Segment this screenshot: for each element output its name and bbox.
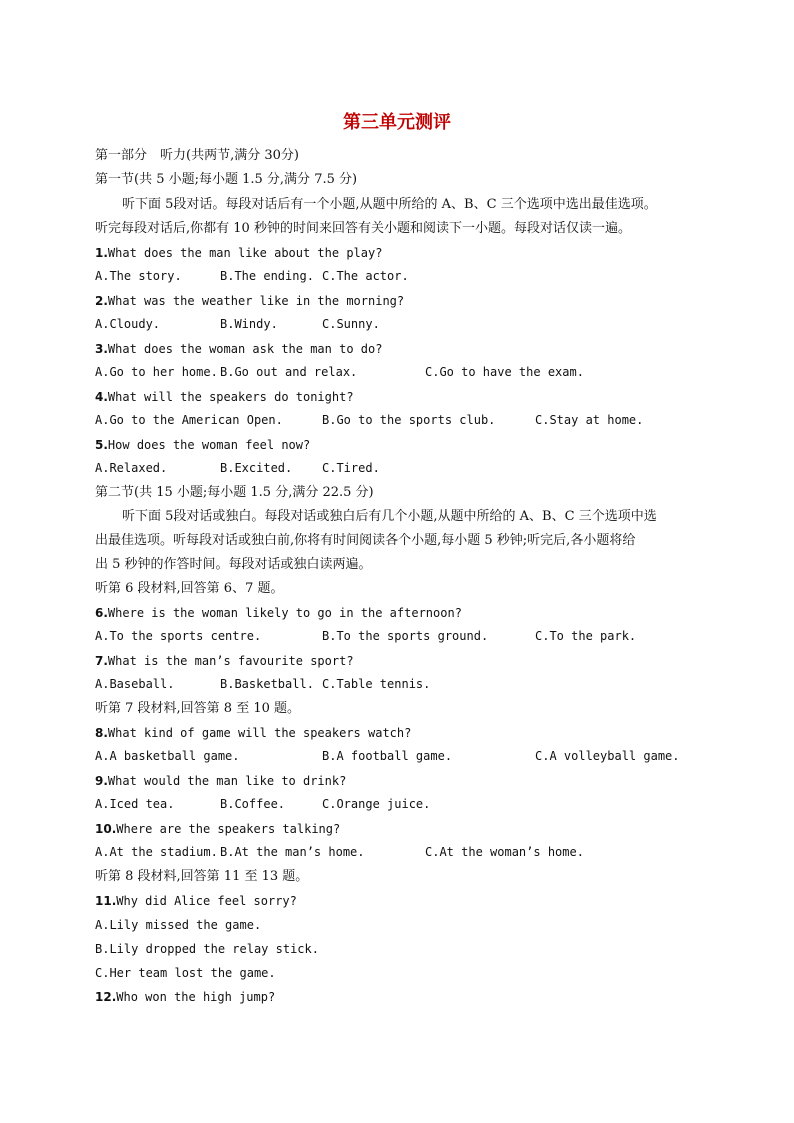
question-10: 10.Where are the speakers talking? <box>95 822 341 836</box>
question-9: 9.What would the man like to drink? <box>95 774 347 788</box>
option-11-a: A.Lily missed the game. <box>95 918 262 932</box>
question-4: 4.What will the speakers do tonight? <box>95 390 354 404</box>
question-3: 3.What does the woman ask the man to do? <box>95 342 383 356</box>
instruction2-line1: 听下面 5段对话或独白。每段对话或独白后有几个小题,从题中所给的 A、B、C 三个选项中选 <box>122 509 657 524</box>
section2-heading: 第二节(共 15 小题;每小题 1.5 分,满分 22.5 分) <box>95 485 374 500</box>
exam-page: 第三单元测评 第一部分 听力(共两节,满分 30分) 第一节(共 5 小题;每小题 1.5 分,满分 7.5 分) 听下面 5段对话。每段对话后有一个小题,从题中所给的 A、B、C 三个选项中选出最佳选项。 听完每段对话后,你都有 10 秒钟的时间来回答有关小题和阅读下一小题。每段对话仅读一遍。 1.What does the man like about the play? A.The story. B.The ending. C.The actor. 2.What was the weather like in the morning? A.Cloudy. B.Windy. C.Sunny. 3.What does the woman ask the man to do? A.Go to her home. B.Go out and relax. C.Go to have the exam. 4.What will the speakers do tonight? A.Go to the American Open. B.Go to the sports club. C.Stay at home. 5.How does the woman feel now? A.Relaxed. B.Excited. C.Tired. 第二节(共 15 小题;每小题 1.5 分,满分 22.5 分) 听下面 5段对话或独白。每段对话或独白后有几个小题,从题中所给的 A、B、C 三个选项中选 出最佳选项。听每段对话或独白前,你将有时间阅读各个小题,每小题 5 秒钟;听完后,各小题将给 出 5 秒钟的作答时间。每段对话或独白读两遍。 听第 6 段材料,回答第 6、7 题。 6.Where is the woman likely to go in the afternoon? A.To the sports centre. B.To the sports ground. C.To the park. 7.What is the man’s favourite sport? A.Baseball. B.Basketball. C.Table tennis. 听第 7 段材料,回答第 8 至 10 题。 8.What kind of game will the speakers watch? A.A basketball game. B.A football game. C.A volleyball game. 9.What would the man like to drink? A.Iced tea. B.Coffee. C.Orange juice. 10.Where are the speakers talking? A.At the stadium. B.At the man’s home. C.At the woman’s home. 听第 8 段材料,回答第 11 至 13 题。 11.Why did Alice feel sorry? A.Lily missed the game. B.Lily dropped the relay stick. C.Her team lost the game. 12.Who won the high jump? <box>0 0 794 1123</box>
question-2: 2.What was the weather like in the morning? <box>95 294 405 308</box>
question-11: 11.Why did Alice feel sorry? <box>95 894 297 908</box>
part1-heading: 第一部分 听力(共两节,满分 30分) <box>95 148 299 163</box>
instruction2-line3: 出 5 秒钟的作答时间。每段对话或独白读两遍。 <box>95 557 372 572</box>
section1-heading: 第一节(共 5 小题;每小题 1.5 分,满分 7.5 分) <box>95 172 358 187</box>
instruction1-line2: 听完每段对话后,你都有 10 秒钟的时间来回答有关小题和阅读下一小题。每段对话仅读一遍。 <box>95 221 631 236</box>
question-8: 8.What kind of game will the speakers watch? <box>95 726 412 740</box>
option-11-b: B.Lily dropped the relay stick. <box>95 942 319 956</box>
option-11-c: C.Her team lost the game. <box>95 966 276 980</box>
question-6: 6.Where is the woman likely to go in the afternoon? <box>95 606 462 620</box>
question-12: 12.Who won the high jump? <box>95 990 276 1004</box>
question-5: 5.How does the woman feel now? <box>95 438 311 452</box>
question-1: 1.What does the man like about the play? <box>95 246 383 260</box>
question-7: 7.What is the man’s favourite sport? <box>95 654 354 668</box>
instruction1-line1: 听下面 5段对话。每段对话后有一个小题,从题中所给的 A、B、C 三个选项中选出最佳选项。 <box>122 197 657 212</box>
instruction2-line2: 出最佳选项。听每段对话或独白前,你将有时间阅读各个小题,每小题 5 秒钟;听完后,各小题将给 <box>95 533 636 548</box>
material-7-heading: 听第 7 段材料,回答第 8 至 10 题。 <box>95 701 301 716</box>
material-6-heading: 听第 6 段材料,回答第 6、7 题。 <box>95 581 284 596</box>
material-8-heading: 听第 8 段材料,回答第 11 至 13 题。 <box>95 869 309 884</box>
page-title: 第三单元测评 <box>343 112 451 133</box>
